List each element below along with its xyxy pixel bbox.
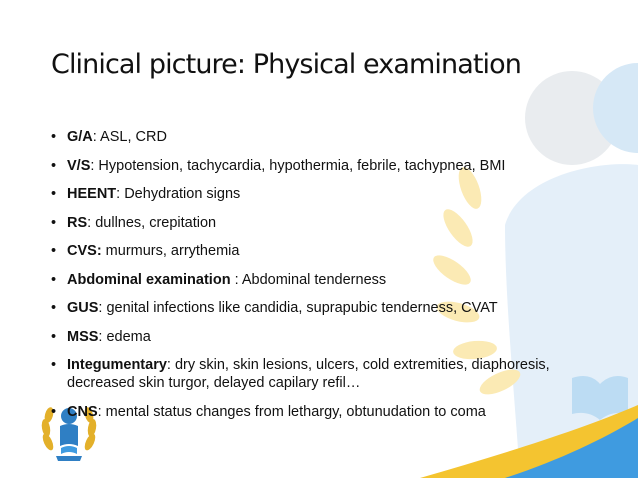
bullet-item xyxy=(51,403,571,421)
bullet-item xyxy=(51,157,571,175)
bullet-term: GUS xyxy=(67,300,99,316)
bullet-item xyxy=(51,214,571,232)
bullet-term: MSS xyxy=(67,328,99,345)
bullet-term: RS xyxy=(67,214,88,231)
bullet-text: : dry skin, skin lesions, ulcers, cold extremities, diaphoresis, decreased skin turgor, delayed capilary refil… xyxy=(67,357,550,391)
bullet-text: murmurs, arrythemia xyxy=(101,243,240,259)
bullet-item xyxy=(51,271,571,289)
slide-title: Clinical picture: Physical examination xyxy=(51,49,521,80)
bullet-item xyxy=(51,328,571,346)
bullet-text: : mental status changes from lethargy, obtunudation to coma xyxy=(97,403,486,420)
bullet-text: : edema xyxy=(98,328,151,345)
bullet-term: CNS xyxy=(67,403,98,420)
bullet-text: : Dehydration signs xyxy=(116,186,241,202)
bullet-text: : Abdominal tenderness xyxy=(230,271,387,288)
bullet-list xyxy=(51,128,571,431)
bullet-text: : Hypotension, tachycardia, hypothermia, febrile, tachypnea, BMI xyxy=(90,157,506,174)
bullet-item xyxy=(51,185,571,203)
bullet-item xyxy=(51,299,571,317)
bullet-item xyxy=(51,242,571,260)
bullet-term: CVS: xyxy=(67,243,102,259)
bullet-item xyxy=(51,128,571,146)
bullet-term: Integumentary xyxy=(67,357,167,373)
bullet-text: : dullnes, crepitation xyxy=(87,214,217,231)
bullet-term: V/S xyxy=(67,157,91,174)
bullet-term: HEENT xyxy=(67,186,117,202)
bullet-item xyxy=(51,356,571,392)
bullet-text: : genital infections like candidia, suprapubic tenderness, CVAT xyxy=(98,300,498,316)
bullet-term: Abdominal examination xyxy=(67,271,231,288)
bullet-term: G/A xyxy=(67,129,93,145)
bullet-text: : ASL, CRD xyxy=(92,129,167,145)
